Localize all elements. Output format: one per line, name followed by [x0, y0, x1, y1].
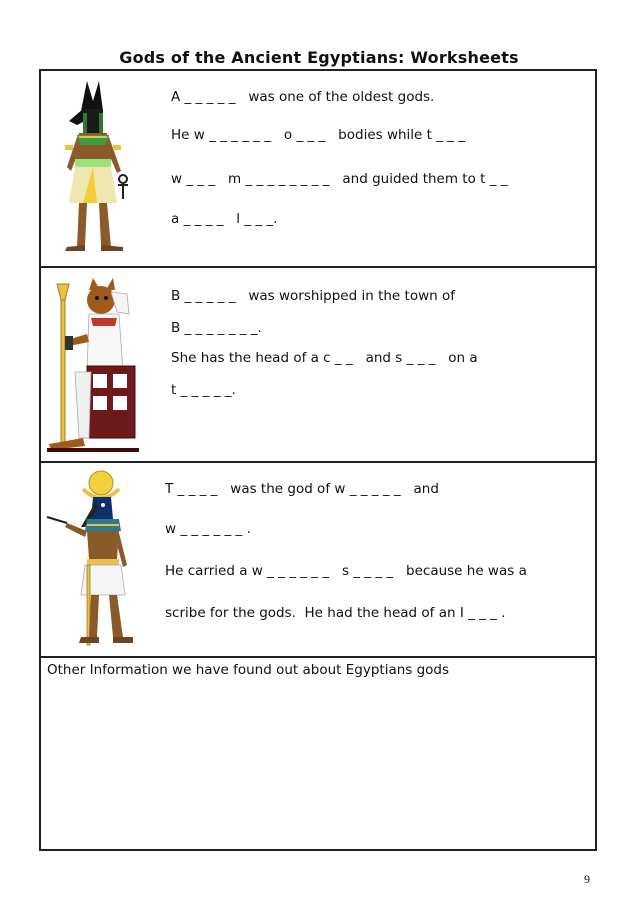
thoth-line-1: T _ _ _ _ was the god of w _ _ _ _ _ and — [165, 481, 439, 497]
anubis-line-1: A _ _ _ _ _ was one of the oldest gods. — [171, 89, 435, 105]
anubis-figure — [43, 75, 143, 255]
thoth-line-2: w _ _ _ _ _ _ . — [165, 521, 251, 537]
anubis-line-3: w _ _ _ m _ _ _ _ _ _ _ _ and guided them to t _ _ — [171, 171, 508, 187]
thoth-line-4: scribe for the gods. He had the head of an I _ _ _ . — [165, 605, 506, 621]
page-number: 9 — [584, 872, 590, 886]
anubis-line-4: a _ _ _ _ l _ _ _. — [171, 211, 278, 227]
thoth-figure — [43, 467, 143, 653]
bastet-figure — [43, 274, 143, 458]
worksheet-title: Gods of the Ancient Egyptians: Worksheets — [119, 48, 519, 67]
section-bastet — [41, 268, 595, 463]
section-thoth — [41, 463, 595, 658]
bastet-line-2: B _ _ _ _ _ _ _. — [171, 320, 262, 336]
bastet-line-3: She has the head of a c _ _ and s _ _ _ on a — [171, 350, 478, 366]
section-anubis — [41, 71, 595, 268]
bastet-line-4: t _ _ _ _ _. — [171, 382, 236, 398]
thoth-line-3: He carried a w _ _ _ _ _ _ s _ _ _ _ because he was a — [165, 563, 527, 579]
other-information-label: Other Information we have found out about Egyptians gods — [47, 662, 450, 678]
worksheet-table — [39, 69, 597, 851]
bastet-line-1: B _ _ _ _ _ was worshipped in the town of — [171, 288, 455, 304]
anubis-line-2: He w _ _ _ _ _ _ o _ _ _ bodies while t _ _ _ — [171, 127, 466, 143]
other-information-box[interactable] — [41, 658, 595, 849]
